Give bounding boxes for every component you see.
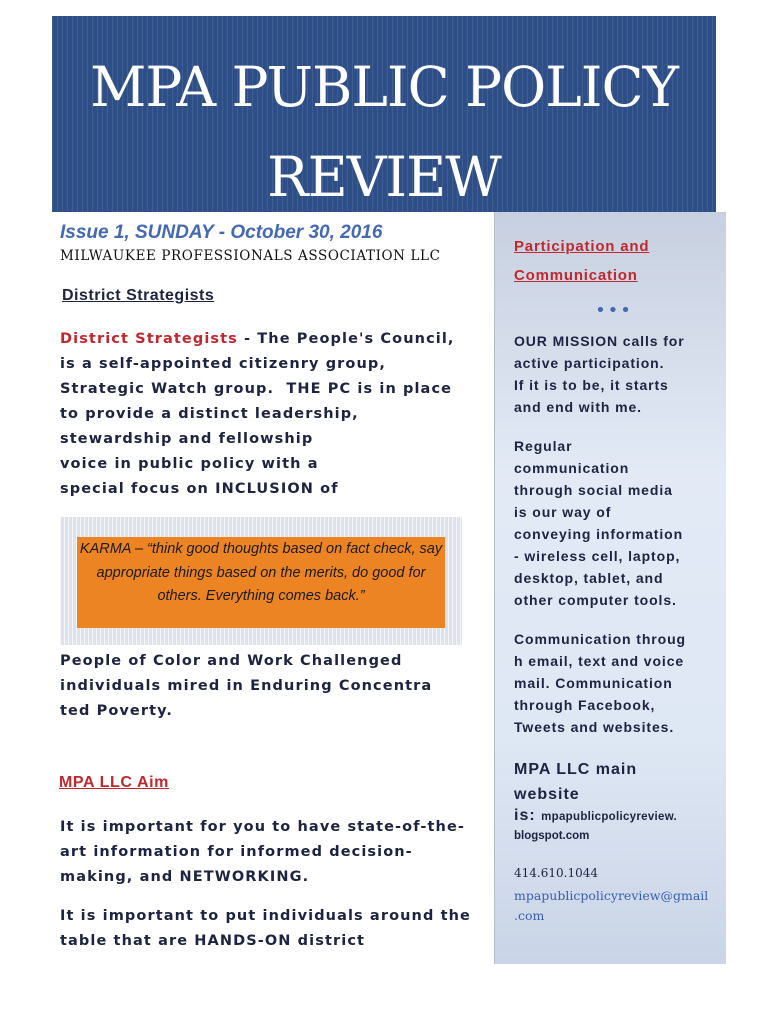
communication-paragraph: Regular communication through social media is our way of conveying information - wireless cell, laptop, desktop, tablet, and other computer tools.	[514, 438, 684, 608]
aim-paragraph-2: It is important to put individuals around the table that are HANDS-ON district	[60, 908, 471, 949]
website-url-part1[interactable]: mpapublicpolicyreview.	[541, 811, 678, 823]
sidebar-title	[514, 232, 649, 290]
district-strategists-line1: - The People's Council,	[237, 331, 455, 347]
karma-quote: KARMA – “think good thoughts based on fact check, say appropriate things based on the merits, do good for others. Everything comes back.”	[77, 537, 445, 628]
district-strategists-body: is a self-appointed citizenry group, Strategic Watch group. THE PC is in place to provide a distinct leadership, stewardship and fellowship voice in public policy with a special focus on INCLUSION of	[60, 356, 453, 497]
sidebar-title-line1: Participation and	[514, 238, 650, 255]
sidebar-title-line2: Communication	[514, 267, 638, 284]
section-heading-district-strategists: District Strategists	[62, 287, 215, 304]
organization-name: MILWAUKEE PROFESSIONALS ASSOCIATION LLC	[60, 248, 441, 264]
inclusion-paragraph: People of Color and Work Challenged individuals mired in Enduring Concentra ted Poverty.	[60, 653, 433, 719]
section-heading-mpa-aim: MPA LLC Aim	[59, 774, 169, 791]
dots-divider: •••	[595, 300, 633, 321]
channels-paragraph: Communication throug h email, text and voice mail. Communication through Facebook, Tweets and websites.	[514, 631, 686, 735]
masthead-title-line2: REVIEW	[267, 145, 501, 209]
masthead-banner	[52, 16, 716, 212]
website-heading: MPA LLC main website	[514, 761, 638, 803]
district-strategists-lead: District Strategists	[60, 331, 238, 347]
website-is-label: is:	[514, 807, 542, 824]
issue-date: Issue 1, SUNDAY - October 30, 2016	[60, 222, 383, 243]
aim-paragraph-1: It is important for you to have state-of-the- art information for informed decision- making, and NETWORKING.	[60, 819, 466, 885]
mission-paragraph: OUR MISSION calls for active participation. If it is to be, it starts and end with me.	[514, 333, 685, 415]
website-url-part2[interactable]: blogspot.com	[514, 830, 590, 842]
email-link[interactable]: mpapublicpolicyreview@gmail .com	[514, 888, 709, 923]
district-strategists-paragraph	[60, 327, 455, 502]
website-url-line1	[514, 807, 677, 825]
masthead-title-line1: MPA PUBLIC POLICY	[90, 55, 678, 119]
phone-number: 414.610.1044	[514, 866, 598, 880]
